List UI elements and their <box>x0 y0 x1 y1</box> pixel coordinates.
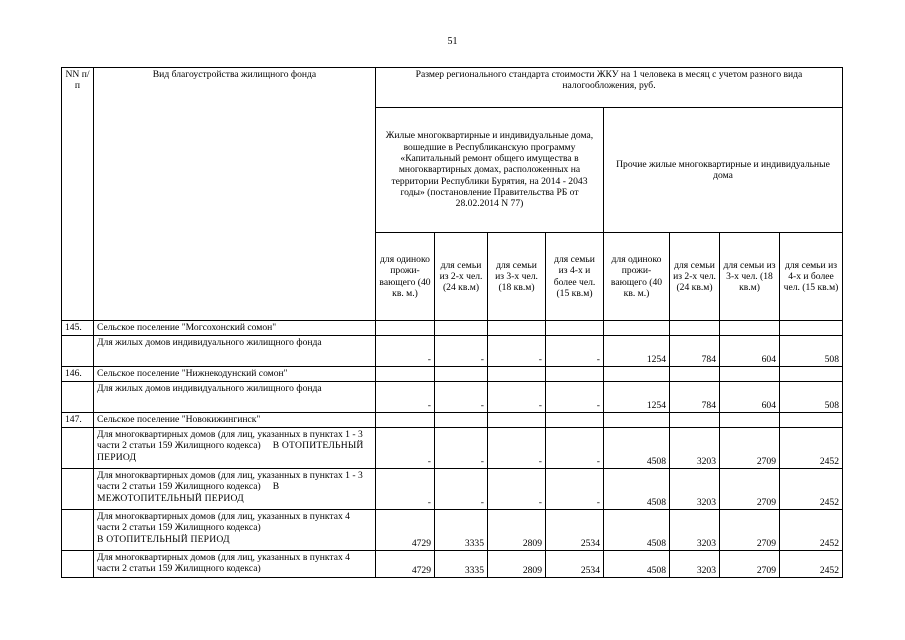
value-cell: 2452 <box>780 428 843 469</box>
value-cell: 2709 <box>720 551 780 578</box>
row-number: 146. <box>62 367 94 382</box>
value-cell: - <box>376 382 435 413</box>
value-cell: - <box>546 469 604 510</box>
housing-type-label: Для жилых домов индивидуального жилищного фонда <box>97 383 322 394</box>
value-cell: 3203 <box>670 469 720 510</box>
table-row <box>62 428 843 469</box>
header-sub-a-0: для одиноко прожи-вающего (40 кв. м.) <box>376 233 435 321</box>
value-cell: 3203 <box>670 428 720 469</box>
housing-type-label: Для многоквартирных домов (для лиц, указанных в пунктах 1 - 3 части 2 статьи 159 Жилищного кодекса) <box>97 470 363 493</box>
page-number: 51 <box>447 36 458 47</box>
value-cell: 508 <box>780 382 843 413</box>
table-row <box>62 382 843 413</box>
value-cell: 4508 <box>604 469 670 510</box>
value-cell: 2452 <box>780 551 843 578</box>
value-cell: - <box>376 336 435 367</box>
empty-cell <box>546 367 604 382</box>
empty-cell <box>720 413 780 428</box>
empty-cell <box>720 367 780 382</box>
header-sub-a-3: для семьи из 4-х и более чел. (15 кв.м) <box>546 233 604 321</box>
empty-cell <box>62 382 94 413</box>
housing-type-cell <box>94 510 376 551</box>
table-row <box>62 469 843 510</box>
value-cell: 604 <box>720 336 780 367</box>
row-number: 145. <box>62 321 94 336</box>
empty-cell <box>488 321 546 336</box>
value-cell: 604 <box>720 382 780 413</box>
empty-cell <box>435 321 488 336</box>
period-label: В ОТОПИТЕЛЬНЫЙ ПЕРИОД <box>97 440 364 463</box>
value-cell: 4729 <box>376 551 435 578</box>
empty-cell <box>376 367 435 382</box>
value-cell: - <box>435 428 488 469</box>
empty-cell <box>62 336 94 367</box>
empty-cell <box>670 367 720 382</box>
empty-cell <box>546 321 604 336</box>
tariff-table <box>61 67 843 578</box>
header-group-capital-repair: Жилые многоквартирные и индивидуальные дома, вошедшие в Республиканскую программу «Капитальный ремонт общего имущества в многоквартирных домах, расположенных на территории Республики Бурятия, на 2014 - 2043 годы» (постановление Правительства РБ от 28.02.2014 N 77) <box>376 108 604 233</box>
row-number: 147. <box>62 413 94 428</box>
settlement-name: Сельское поселение "Новокижингинск" <box>94 413 376 428</box>
empty-cell <box>780 367 843 382</box>
value-cell: 3335 <box>435 551 488 578</box>
value-cell: 3203 <box>670 551 720 578</box>
empty-cell <box>62 551 94 578</box>
value-cell: 784 <box>670 382 720 413</box>
period-label: В МЕЖОТОПИТЕЛЬНЫЙ ПЕРИОД <box>97 481 280 504</box>
settlement-name: Сельское поселение "Нижнекодунский сомон" <box>94 367 376 382</box>
housing-type-label: Для многоквартирных домов (для лиц, указанных в пунктах 4 части 2 статьи 159 Жилищного кодекса) <box>97 552 350 575</box>
empty-cell <box>435 413 488 428</box>
housing-type-cell <box>94 469 376 510</box>
empty-cell <box>62 428 94 469</box>
header-size: Размер регионального стандарта стоимости ЖКУ на 1 человека в месяц с учетом разного вида налогообложения, руб. <box>376 68 843 108</box>
header-sub-a-1: для семьи из 2-х чел. (24 кв.м) <box>435 233 488 321</box>
empty-cell <box>670 413 720 428</box>
value-cell: - <box>435 336 488 367</box>
period-label: В ОТОПИТЕЛЬНЫЙ ПЕРИОД <box>97 533 230 545</box>
value-cell: 2534 <box>546 510 604 551</box>
value-cell: - <box>546 336 604 367</box>
section-row <box>62 367 843 382</box>
value-cell: - <box>546 382 604 413</box>
housing-type-label: Для многоквартирных домов (для лиц, указанных в пунктах 1 - 3 части 2 статьи 159 Жилищного кодекса) <box>97 429 363 452</box>
value-cell: - <box>488 469 546 510</box>
value-cell: 2709 <box>720 428 780 469</box>
empty-cell <box>62 469 94 510</box>
section-row <box>62 413 843 428</box>
header-type: Вид благоустройства жилищного фонда <box>94 68 376 321</box>
value-cell: - <box>376 428 435 469</box>
value-cell: 2452 <box>780 510 843 551</box>
empty-cell <box>604 367 670 382</box>
table-row <box>62 336 843 367</box>
value-cell: 2709 <box>720 510 780 551</box>
value-cell: 2709 <box>720 469 780 510</box>
empty-cell <box>604 413 670 428</box>
empty-cell <box>62 510 94 551</box>
settlement-name: Сельское поселение "Могсохонский сомон" <box>94 321 376 336</box>
table-row <box>62 551 843 578</box>
value-cell: - <box>546 428 604 469</box>
value-cell: 4729 <box>376 510 435 551</box>
value-cell: - <box>488 336 546 367</box>
value-cell: 3335 <box>435 510 488 551</box>
value-cell: 3203 <box>670 510 720 551</box>
value-cell: 508 <box>780 336 843 367</box>
housing-type-cell <box>94 382 376 413</box>
value-cell: 4508 <box>604 428 670 469</box>
header-sub-b-0: для одиноко прожи-вающего (40 кв. м.) <box>604 233 670 321</box>
value-cell: 1254 <box>604 382 670 413</box>
header-sub-b-3: для семьи из 4-х и более чел. (15 кв.м) <box>780 233 843 321</box>
value-cell: 1254 <box>604 336 670 367</box>
housing-type-label: Для многоквартирных домов (для лиц, указанных в пунктах 4 части 2 статьи 159 Жилищного кодекса) <box>97 511 350 534</box>
housing-type-cell <box>94 336 376 367</box>
empty-cell <box>604 321 670 336</box>
value-cell: 2809 <box>488 551 546 578</box>
value-cell: - <box>488 382 546 413</box>
empty-cell <box>670 321 720 336</box>
header-group-other: Прочие жилые многоквартирные и индивидуальные дома <box>604 108 843 233</box>
value-cell: - <box>376 469 435 510</box>
housing-type-label: Для жилых домов индивидуального жилищного фонда <box>97 337 322 348</box>
empty-cell <box>376 321 435 336</box>
empty-cell <box>546 413 604 428</box>
value-cell: 2534 <box>546 551 604 578</box>
empty-cell <box>488 367 546 382</box>
value-cell: - <box>435 469 488 510</box>
section-row <box>62 321 843 336</box>
housing-type-cell <box>94 428 376 469</box>
empty-cell <box>720 321 780 336</box>
header-sub-a-2: для семьи из 3-х чел. (18 кв.м) <box>488 233 546 321</box>
header-sub-b-1: для семьи из 2-х чел. (24 кв.м) <box>670 233 720 321</box>
housing-type-cell <box>94 551 376 578</box>
value-cell: - <box>435 382 488 413</box>
table-row <box>62 510 843 551</box>
value-cell: 2809 <box>488 510 546 551</box>
empty-cell <box>488 413 546 428</box>
empty-cell <box>780 413 843 428</box>
value-cell: 4508 <box>604 510 670 551</box>
empty-cell <box>376 413 435 428</box>
value-cell: 784 <box>670 336 720 367</box>
value-cell: - <box>488 428 546 469</box>
value-cell: 2452 <box>780 469 843 510</box>
value-cell: 4508 <box>604 551 670 578</box>
header-sub-b-2: для семьи из 3-х чел. (18 кв.м) <box>720 233 780 321</box>
empty-cell <box>435 367 488 382</box>
header-nn: NN п/п <box>62 68 94 321</box>
empty-cell <box>780 321 843 336</box>
